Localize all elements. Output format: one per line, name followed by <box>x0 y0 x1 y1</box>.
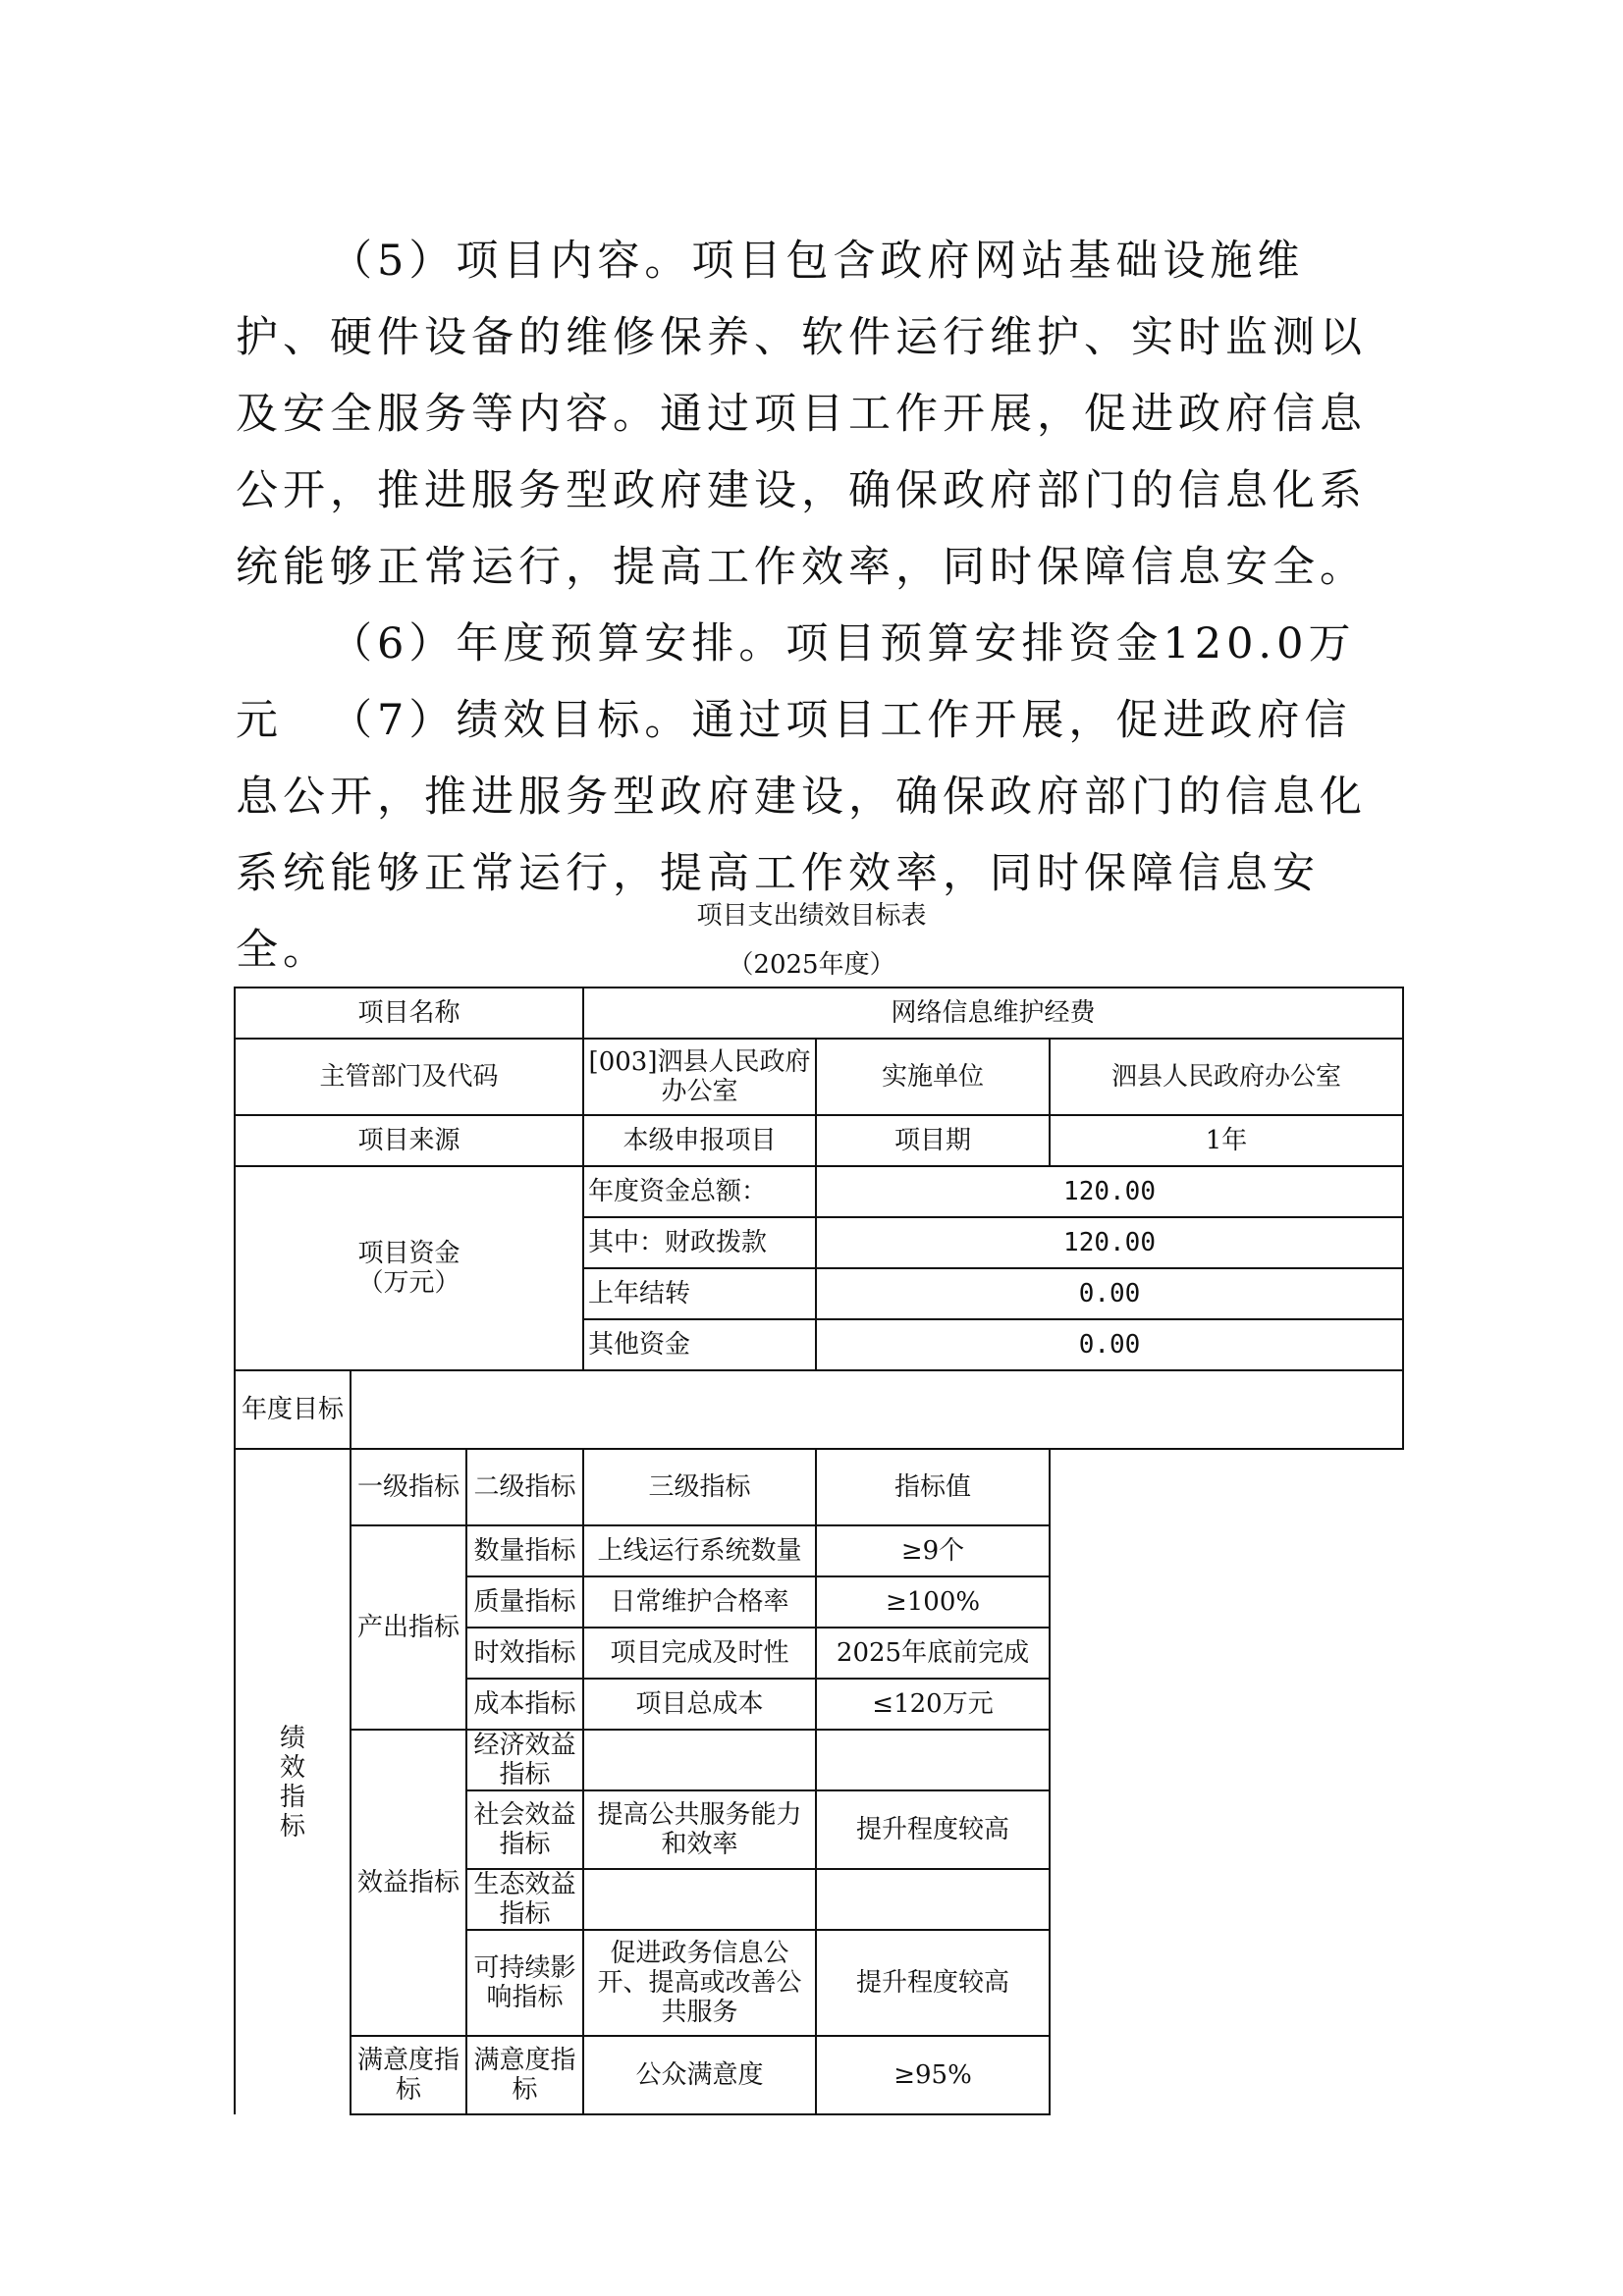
value-project-source: 本级申报项目 <box>583 1115 816 1166</box>
output-l2: 成本指标 <box>466 1679 583 1730</box>
fund-label-total: 年度资金总额： <box>583 1166 816 1217</box>
benefit-l3 <box>583 1869 816 1930</box>
satisfaction-l2: 满意度指标 <box>466 2036 583 2114</box>
fund-label-carryover: 上年结转 <box>583 1268 816 1319</box>
benefit-l3: 提高公共服务能力和效率 <box>583 1790 816 1869</box>
paragraph-budget: （6）年度预算安排。项目预算安排资金120.0万元 <box>236 619 1356 745</box>
fund-value-carryover: 0.00 <box>816 1268 1403 1319</box>
output-l3: 项目完成及时性 <box>583 1628 816 1679</box>
benefit-l3 <box>583 1730 816 1790</box>
paragraph-project-content: （5）项目内容。项目包含政府网站基础设施维护、硬件设备的维修保养、软件运行维护、实时监测以及安全服务等内容。通过项目工作开展，促进政府信息公开，推进服务型政府建设，确保政府部门的信息化系统能够正常运行，提高工作效率，同时保障信息安全。 <box>236 237 1367 592</box>
paragraph-performance-goal: （7）绩效目标。通过项目工作开展，促进政府信息公开，推进服务型政府建设，确保政府部门的信息化系统能够正常运行，提高工作效率，同时保障信息安全。 <box>236 696 1367 975</box>
output-value: 2025年底前完成 <box>816 1628 1050 1679</box>
label-benefit-indicators: 效益指标 <box>351 1730 466 2036</box>
benefit-l3: 促进政务信息公开、提高或改善公共服务 <box>583 1930 816 2036</box>
benefit-value: 提升程度较高 <box>816 1930 1050 2036</box>
header-level3: 三级指标 <box>583 1449 816 1525</box>
label-implementing-unit: 实施单位 <box>816 1039 1050 1115</box>
funds-label: 项目资金 <box>357 1239 460 1268</box>
fund-value-other: 0.00 <box>816 1319 1403 1370</box>
fund-value-total: 120.00 <box>816 1166 1403 1217</box>
label-project-source: 项目来源 <box>235 1115 583 1166</box>
label-department: 主管部门及代码 <box>235 1039 583 1115</box>
satisfaction-value: ≥95% <box>816 2036 1050 2114</box>
output-value: ≥9个 <box>816 1525 1050 1576</box>
value-annual-goal <box>351 1370 1403 1449</box>
value-project-period: 1年 <box>1050 1115 1403 1166</box>
benefit-value: 提升程度较高 <box>816 1790 1050 1869</box>
table-subtitle: （2025年度） <box>728 950 895 980</box>
output-l2: 质量指标 <box>466 1576 583 1628</box>
benefit-l2: 可持续影响指标 <box>466 1930 583 2036</box>
output-l3: 项目总成本 <box>583 1679 816 1730</box>
fund-value-fiscal: 120.00 <box>816 1217 1403 1268</box>
header-level1: 一级指标 <box>351 1449 466 1525</box>
header-value: 指标值 <box>816 1449 1050 1525</box>
fund-label-other: 其他资金 <box>583 1319 816 1370</box>
label-output-indicators: 产出指标 <box>351 1525 466 1730</box>
satisfaction-l3: 公众满意度 <box>583 2036 816 2114</box>
value-implementing-unit: 泗县人民政府办公室 <box>1050 1039 1403 1115</box>
performance-target-table <box>234 987 1404 2115</box>
funds-unit: （万元） <box>357 1268 460 1298</box>
label-project-period: 项目期 <box>816 1115 1050 1166</box>
output-l3: 上线运行系统数量 <box>583 1525 816 1576</box>
benefit-l2: 经济效益指标 <box>466 1730 583 1790</box>
header-level2: 二级指标 <box>466 1449 583 1525</box>
label-project-name: 项目名称 <box>235 988 583 1039</box>
label-project-funds <box>235 1166 583 1370</box>
output-value: ≤120万元 <box>816 1679 1050 1730</box>
value-project-name: 网络信息维护经费 <box>583 988 1403 1039</box>
output-l2: 时效指标 <box>466 1628 583 1679</box>
value-department: [003]泗县人民政府办公室 <box>583 1039 816 1115</box>
output-l2: 数量指标 <box>466 1525 583 1576</box>
benefit-l2: 社会效益指标 <box>466 1790 583 1869</box>
benefit-value <box>816 1869 1050 1930</box>
label-performance-indicators <box>235 1449 351 2114</box>
label-annual-goal: 年度目标 <box>235 1370 351 1449</box>
fund-label-fiscal: 其中：财政拨款 <box>583 1217 816 1268</box>
table-title: 项目支出绩效目标表 <box>696 901 927 931</box>
benefit-l2: 生态效益指标 <box>466 1869 583 1930</box>
benefit-value <box>816 1730 1050 1790</box>
output-value: ≥100% <box>816 1576 1050 1628</box>
label-satisfaction-indicators: 满意度指标 <box>351 2036 466 2114</box>
output-l3: 日常维护合格率 <box>583 1576 816 1628</box>
perf-label: 绩效指标 <box>279 1723 305 1842</box>
